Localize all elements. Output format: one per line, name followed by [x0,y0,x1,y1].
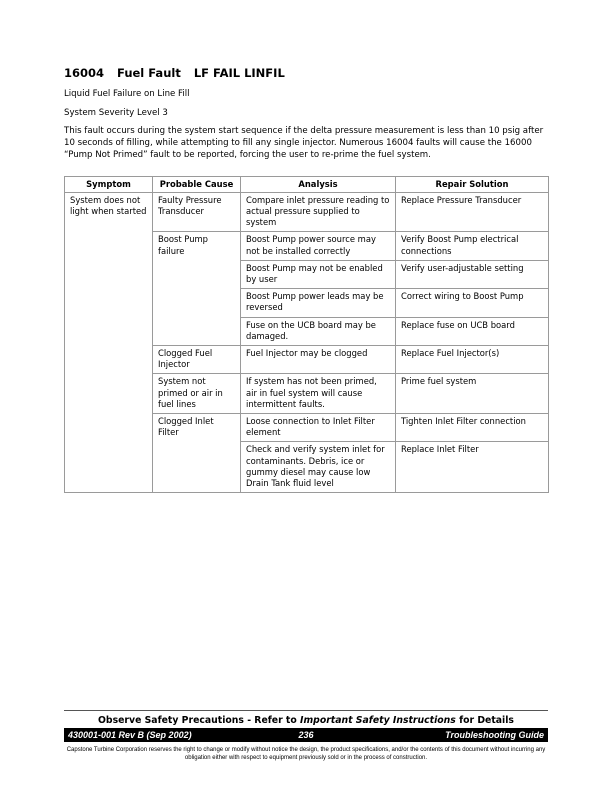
analysis-cell: Check and verify system inlet for contaminants. Debris, ice or gummy diesel may cause low Drain Tank fluid level [241,442,396,493]
troubleshooting-table [64,176,549,494]
analysis-cell: Boost Pump power leads may be reversed [241,289,396,317]
table-body [65,192,549,492]
analysis-cell: Fuse on the UCB board may be damaged. [241,317,396,345]
severity-level: System Severity Level 3 [64,107,168,118]
repair-cell: Prime fuel system [396,374,549,414]
repair-cell: Verify Boost Pump electrical connections [396,232,549,260]
analysis-cell: Loose connection to Inlet Filter element [241,414,396,442]
table-header-row [65,176,549,192]
repair-cell: Verify user-adjustable setting [396,260,549,288]
fault-code: 16004 [64,66,105,80]
repair-cell: Replace fuse on UCB board [396,317,549,345]
safety-notice [64,710,548,726]
cause-cell: Boost Pump failure [153,232,241,346]
repair-cell: Replace Pressure Transducer [396,192,549,232]
repair-cell: Correct wiring to Boost Pump [396,289,549,317]
fault-heading [64,66,548,80]
header-symptom: Symptom [65,176,153,192]
footer-bar [64,728,548,742]
safety-prefix: Observe Safety Precautions - Refer to [98,715,297,726]
document-number: 430001-001 Rev B (Sep 2002) [68,730,192,740]
legal-disclaimer: Capstone Turbine Corporation reserves the right to change or modify without notice the design, the product specifications, and/or the contents of this document without incurring any obligation either with respect to equipment previously sold or in the process of construction. [66,747,546,761]
safety-instructions-reference: Important Safety Instructions [300,715,456,726]
analysis-cell: If system has not been primed, air in fuel system will cause intermittent faults. [241,374,396,414]
symptom-cell: System does not light when started [65,192,153,492]
safety-suffix: for Details [459,715,514,726]
cause-cell: System not primed or air in fuel lines [153,374,241,414]
guide-name: Troubleshooting Guide [445,730,544,740]
cause-cell: Clogged Inlet Filter [153,414,241,493]
page-content [64,66,548,493]
analysis-cell: Compare inlet pressure reading to actual pressure supplied to system [241,192,396,232]
header-analysis: Analysis [241,176,396,192]
header-probable-cause: Probable Cause [153,176,241,192]
repair-cell: Replace Fuel Injector(s) [396,346,549,374]
fault-name: Fuel Fault [117,66,181,80]
fault-title: Liquid Fuel Failure on Line Fill [64,89,190,99]
analysis-cell: Boost Pump power source may not be installed correctly [241,232,396,260]
analysis-cell: Boost Pump may not be enabled by user [241,260,396,288]
header-repair-solution: Repair Solution [396,176,549,192]
table-row [65,192,549,232]
fault-description: This fault occurs during the system start sequence if the delta pressure measurement is less than 10 psig after 10 seconds of filling, while attempting to fill any single injector. Numerous 16004 faults will cause the 16000 “Pump Not Primed” fault to be reported, forcing the user to re-prime the fuel system. [64,126,544,160]
repair-cell: Replace Inlet Filter [396,442,549,493]
analysis-cell: Fuel Injector may be clogged [241,346,396,374]
cause-cell: Faulty Pressure Transducer [153,192,241,232]
cause-cell: Clogged Fuel Injector [153,346,241,374]
fault-id: LF FAIL LINFIL [193,66,285,80]
page-number: 236 [298,730,314,740]
repair-cell: Tighten Inlet Filter connection [396,414,549,442]
